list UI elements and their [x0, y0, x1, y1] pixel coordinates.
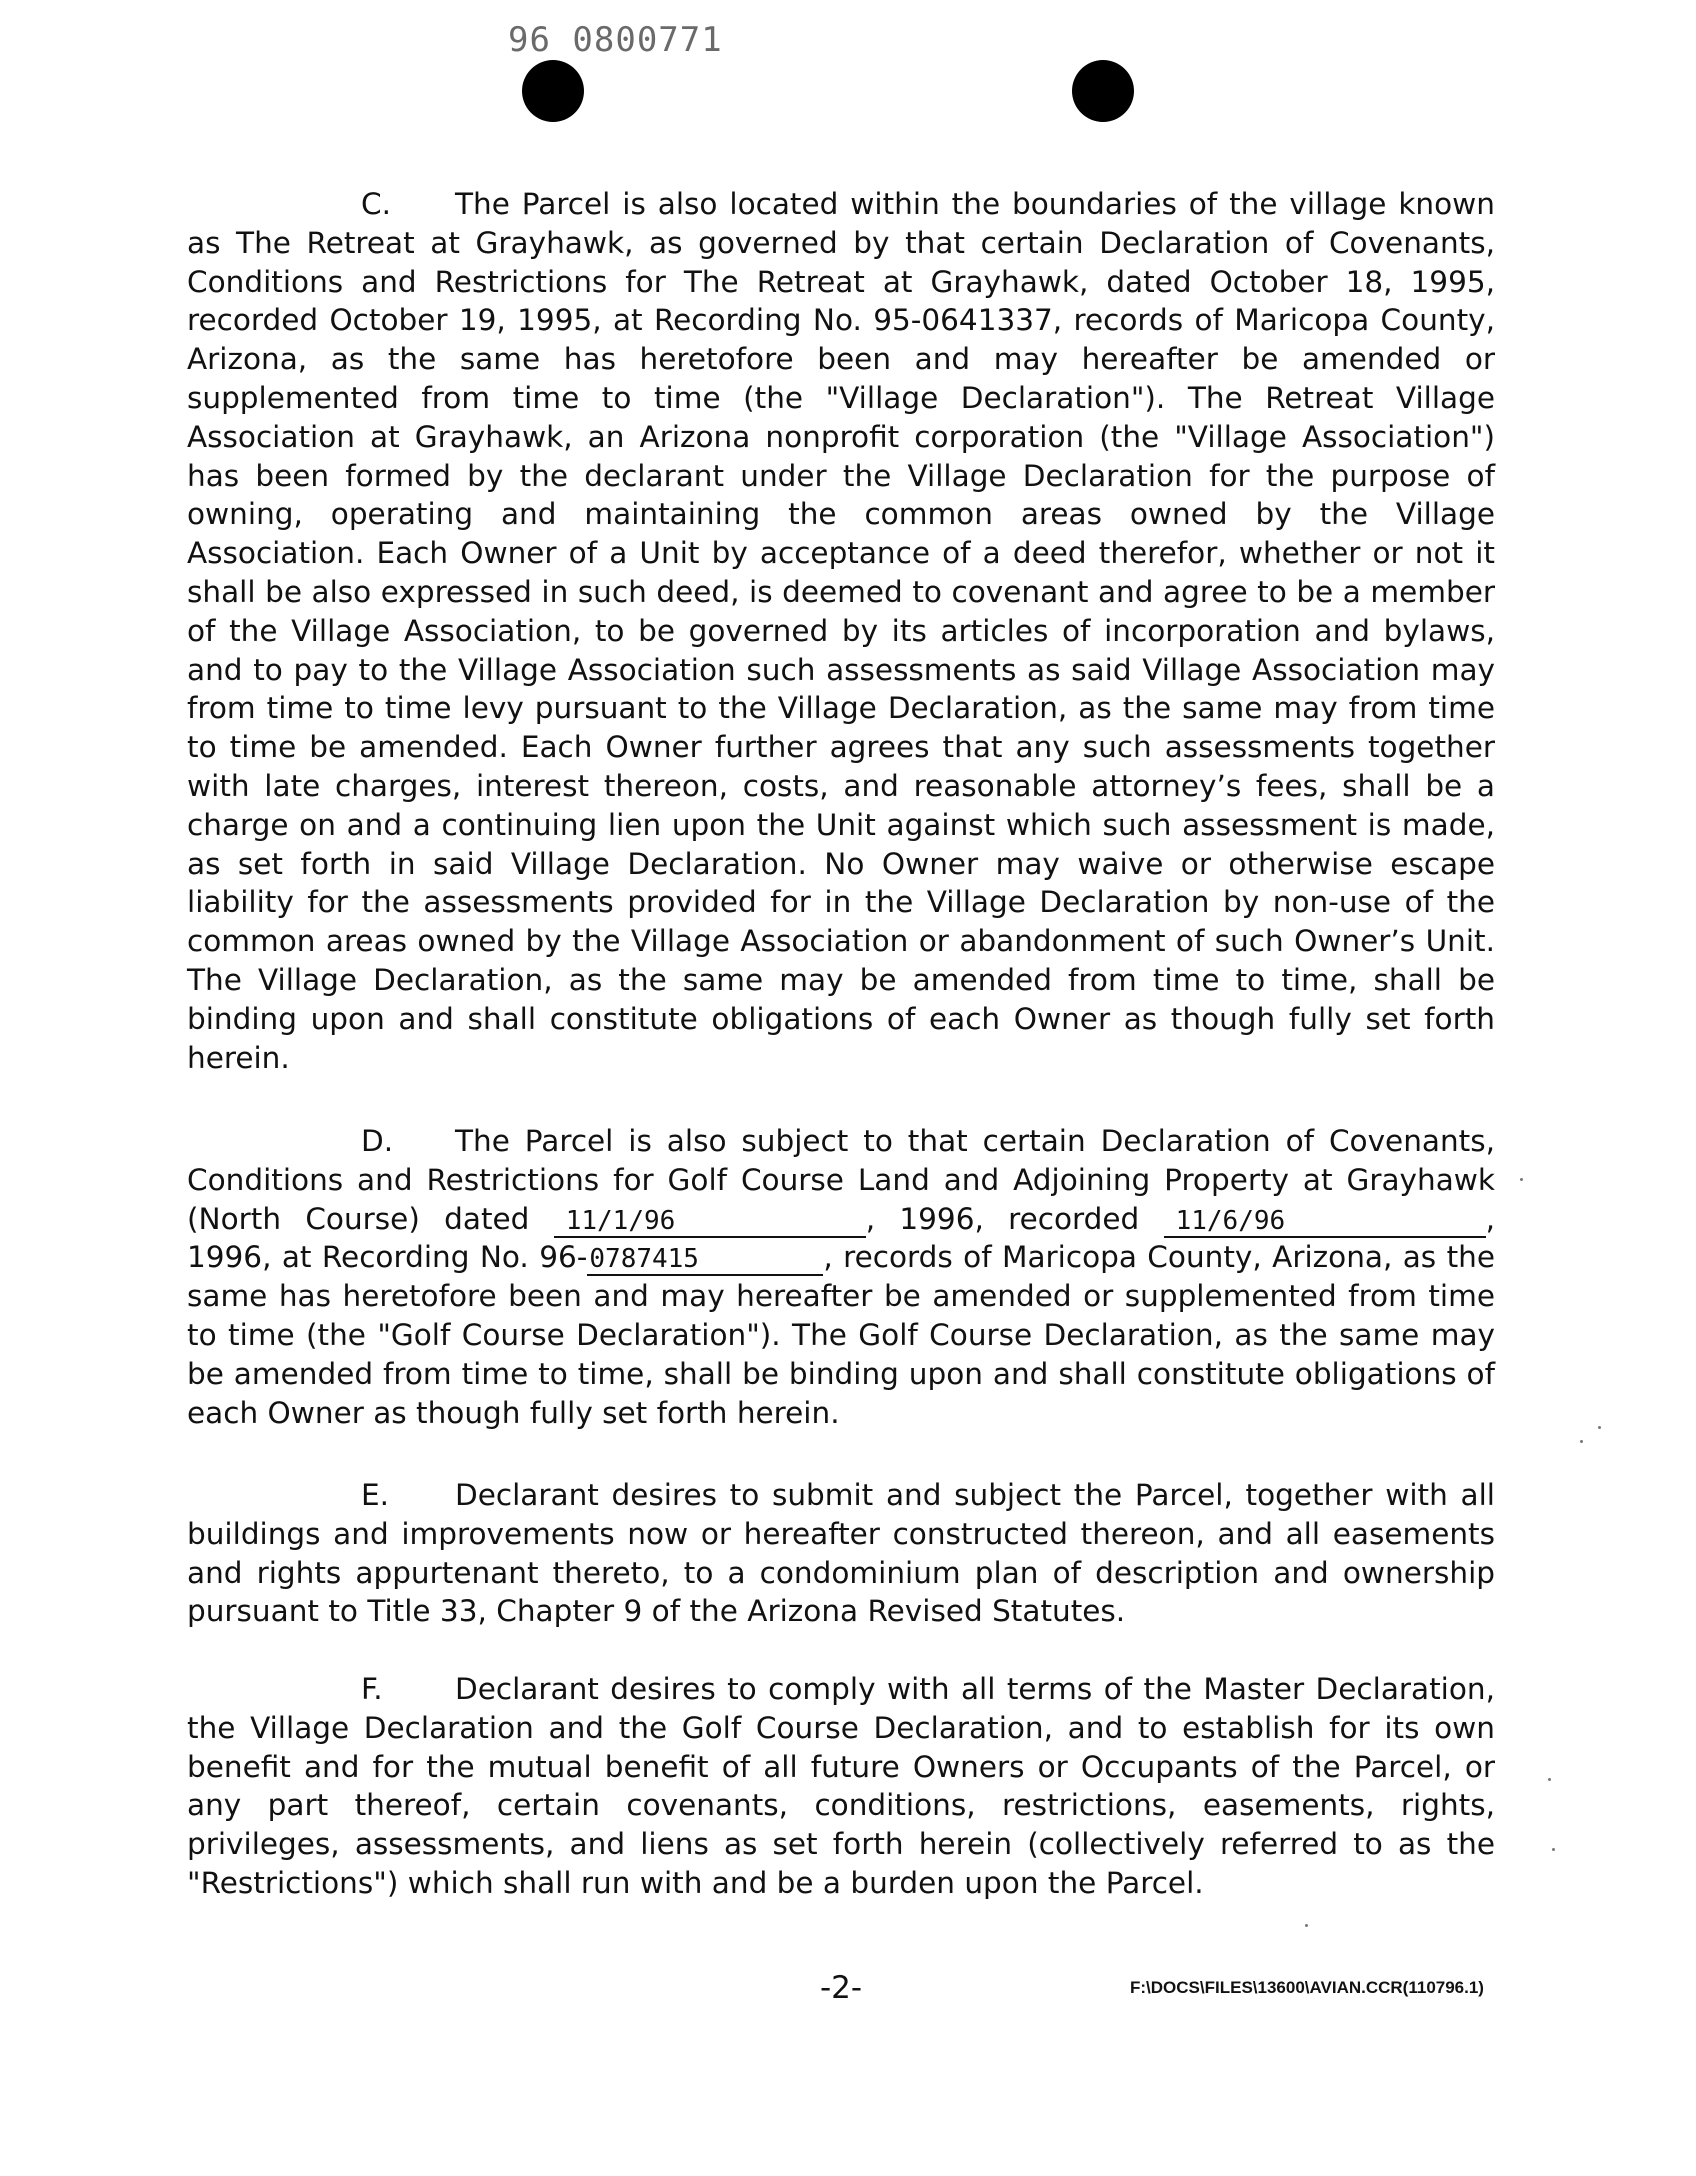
- binder-hole-left: [522, 60, 584, 122]
- paragraph-f-text: Declarant desires to comply with all terms of the Master Declaration, the Village Declaration and the Golf Course Declaration, and to establish for its own benefit and for the mutual benefit of all future Owners or Occupants of the Parcel, or any part thereof, certain covenants, conditions, restrictions, easements, rights, privileges, assessments, and liens as set forth herein (collectively referred to as the "Restrictions") which shall run with and be a burden upon the Parcel.: [187, 1672, 1495, 1900]
- paragraph-c-text: The Parcel is also located within the boundaries of the village known as The Retreat at Grayhawk, as governed by that certain Declaration of Covenants, Conditions and Restrictions for The Retreat at Grayhawk, dated October 18, 1995, recorded October 19, 1995, at Recording No. 95-0641337, records of Maricopa County, Arizona, as the same has heretofore been and may hereafter be amended or supplemented from time to time (the "Village Declaration"). The Retreat Village Association at Grayhawk, an Arizona nonprofit corporation (the "Village Association") has been formed by the declarant under the Village Declaration for the purpose of owning, operating and maintaining the common areas owned by the Village Association. Each Owner of a Unit by acceptance of a deed therefor, whether or not it shall be also expressed in such deed, is deemed to covenant and agree to be a member of the Village Association, to be governed by its articles of incorporation and bylaws, and to pay to the Village Association such assessments as said Village Association may from time to time levy pursuant to the Village Declaration, as the same may from time to time be amended. Each Owner further agrees that any such assessments together with late charges, interest thereon, costs, and reasonable attorney’s fees, shall be a charge on and a continuing lien upon the Unit against which such assessment is made, as set forth in said Village Declaration. No Owner may waive or otherwise escape liability for the assessments provided for in the Village Declaration by non-use of the common areas owned by the Village Association or abandonment of such Owner’s Unit. The Village Declaration, as the same may be amended from time to time, shall be binding upon and shall constitute obligations of each Owner as though fully set forth herein.: [187, 187, 1495, 1075]
- recording-stamp: 96 0800771: [508, 20, 723, 60]
- paragraph-e-text: Declarant desires to submit and subject the Parcel, together with all buildings and improvements now or hereafter constructed thereon, and all easements and rights appurtenant thereto, to a condominium plan of description and ownership pursuant to Title 33, Chapter 9 of the Arizona Revised Statutes.: [187, 1478, 1495, 1629]
- page-number: -2-: [820, 1970, 863, 2006]
- paragraph-d-letter: D.: [361, 1124, 394, 1158]
- binder-hole-right: [1072, 60, 1134, 122]
- paragraph-e: [187, 1476, 1495, 1631]
- paragraph-c: [187, 185, 1495, 1077]
- paragraph-d: [187, 1122, 1495, 1432]
- paragraph-f: [187, 1670, 1495, 1903]
- scan-speck: [1552, 1848, 1555, 1851]
- recording-number-field: 0787415: [587, 1244, 823, 1276]
- paragraph-d-text-2: , 1996, recorded: [865, 1201, 1140, 1236]
- dated-field: 11/1/96: [554, 1206, 866, 1238]
- scan-speck: [1598, 1426, 1601, 1429]
- scan-speck: [1580, 1440, 1583, 1443]
- scan-speck: [1520, 1178, 1523, 1181]
- paragraph-d-text-4: , records of Maricopa County, Arizona, as the same has heretofore been and may hereafter be amended or supplemented from time to time (the "Golf Course Declaration"). The Golf Course Declaration, as the same may be amended from time to time, shall be binding upon and shall constitute obligations of each Owner as though fully set forth herein.: [187, 1240, 1495, 1430]
- paragraph-e-letter: E.: [361, 1478, 390, 1512]
- recorded-field: 11/6/96: [1164, 1206, 1486, 1238]
- paragraph-f-letter: F.: [361, 1672, 383, 1706]
- file-reference: F:\DOCS\FILES\13600\AVIAN.CCR(110796.1): [1130, 1978, 1484, 1997]
- scan-speck: [1305, 1924, 1308, 1927]
- paragraph-c-letter: C.: [361, 187, 391, 221]
- paragraph-d-text-1: The Parcel is also subject to that certain Declaration of Covenants, Conditions and Restrictions for Golf Course Land and Adjoining Property at Grayhawk (North Course) dated: [187, 1124, 1495, 1236]
- paragraph-d-text-3: , 1996, at Recording No. 96-: [187, 1201, 1495, 1275]
- scan-speck: [1548, 1778, 1551, 1781]
